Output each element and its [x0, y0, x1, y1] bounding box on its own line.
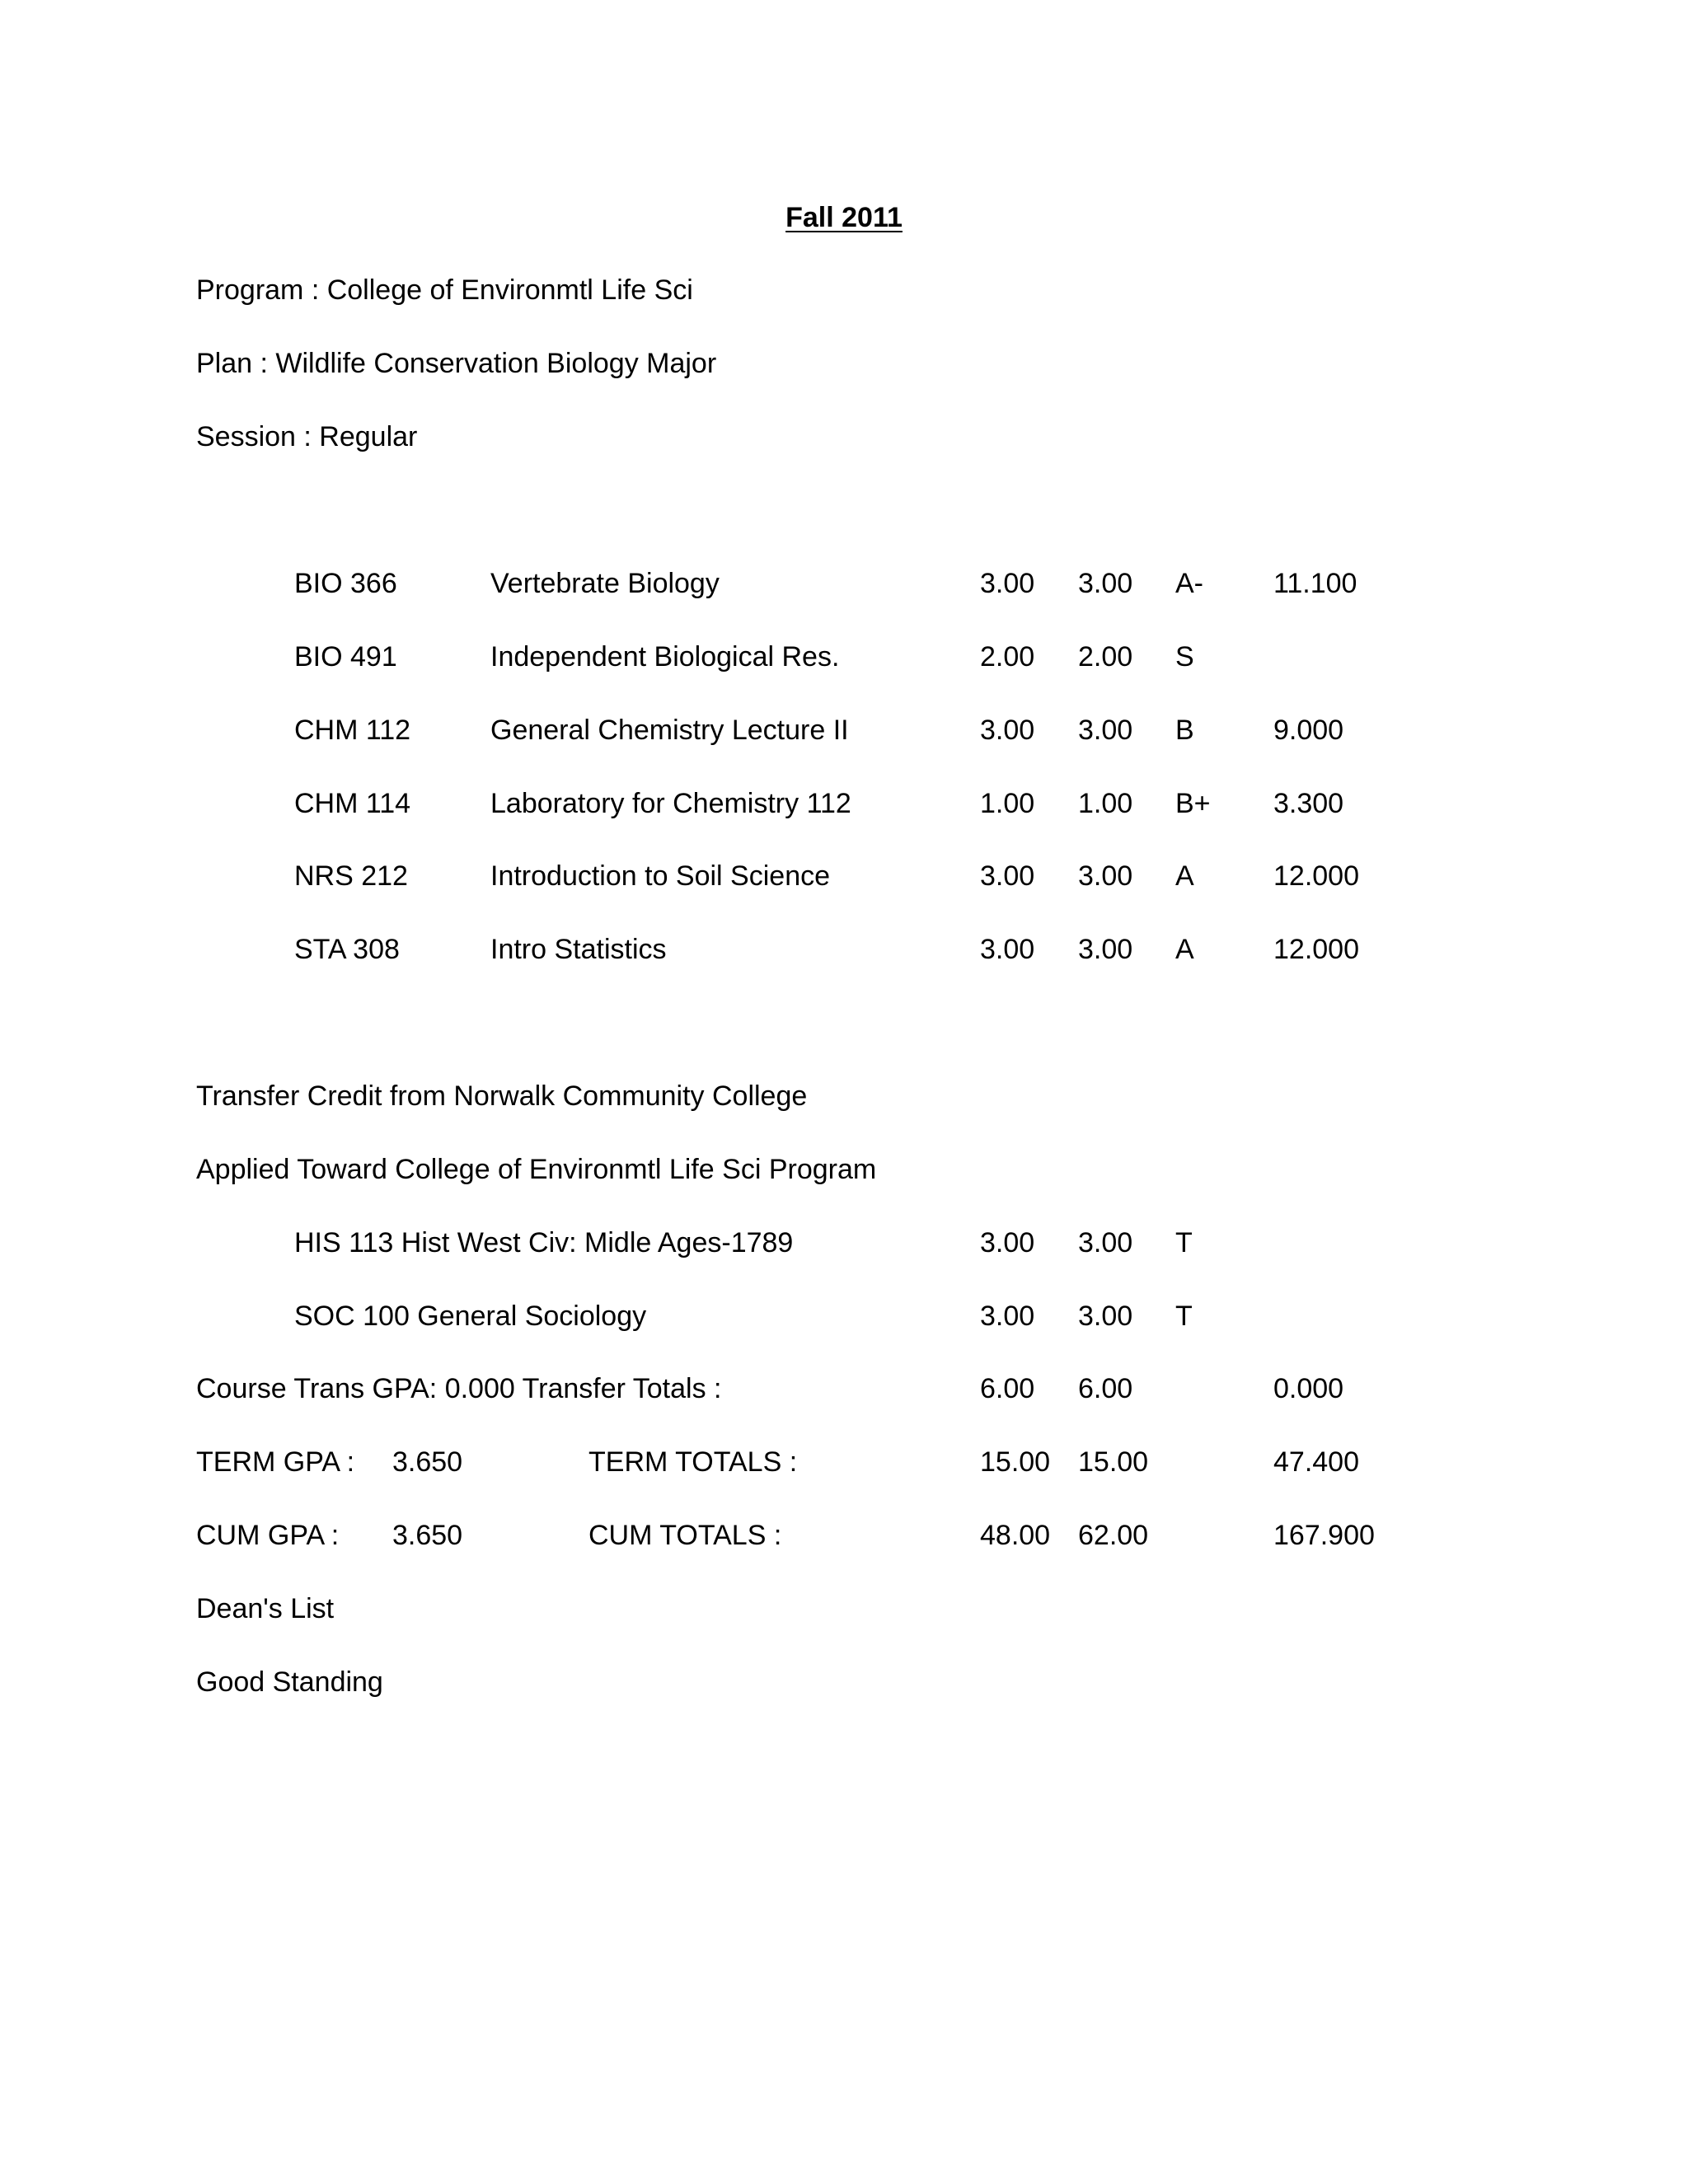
- honors-line: Dean's List: [196, 1593, 335, 1624]
- course-attempted: 3.00: [980, 934, 1035, 965]
- program-line: Program : College of Environmtl Life Sci: [196, 274, 693, 306]
- course-title: Laboratory for Chemistry 112: [490, 788, 851, 819]
- transfer-totals-points: 0.000: [1273, 1373, 1344, 1404]
- transfer-course-label: HIS 113 Hist West Civ: Midle Ages-1789: [294, 1227, 794, 1258]
- course-points: 9.000: [1273, 715, 1344, 746]
- course-grade: A: [1175, 934, 1194, 965]
- course-attempted: 3.00: [980, 860, 1035, 892]
- course-grade: B: [1175, 715, 1194, 746]
- course-attempted: 3.00: [980, 715, 1035, 746]
- transfer-course-label: SOC 100 General Sociology: [294, 1301, 647, 1332]
- course-points: 12.000: [1273, 934, 1359, 965]
- transfer-course-earned: 3.00: [1078, 1227, 1133, 1258]
- course-grade: A: [1175, 860, 1194, 892]
- course-attempted: 2.00: [980, 641, 1035, 673]
- course-code: CHM 112: [294, 715, 411, 746]
- cum-gpa-label: CUM GPA :: [196, 1520, 340, 1551]
- cum-totals-attempted: 48.00: [980, 1520, 1051, 1551]
- course-points: 3.300: [1273, 788, 1344, 819]
- course-points: 11.100: [1273, 568, 1357, 599]
- course-title: Vertebrate Biology: [490, 568, 720, 599]
- course-title: Intro Statistics: [490, 934, 667, 965]
- course-code: STA 308: [294, 934, 400, 965]
- course-attempted: 1.00: [980, 788, 1035, 819]
- course-grade: B+: [1175, 788, 1211, 819]
- transfer-totals-attempted: 6.00: [980, 1373, 1035, 1404]
- course-code: CHM 114: [294, 788, 411, 819]
- course-earned: 3.00: [1078, 715, 1133, 746]
- term-totals-points: 47.400: [1273, 1446, 1359, 1478]
- term-totals-attempted: 15.00: [980, 1446, 1051, 1478]
- cum-totals-points: 167.900: [1273, 1520, 1375, 1551]
- course-title: General Chemistry Lecture II: [490, 715, 849, 746]
- course-title: Independent Biological Res.: [490, 641, 840, 673]
- course-code: BIO 366: [294, 568, 397, 599]
- course-title: Introduction to Soil Science: [490, 860, 831, 892]
- transfer-totals-label: Course Trans GPA: 0.000 Transfer Totals :: [196, 1373, 722, 1404]
- transfer-course-earned: 3.00: [1078, 1301, 1133, 1332]
- transfer-totals-earned: 6.00: [1078, 1373, 1133, 1404]
- term-title: Fall 2011: [785, 202, 903, 233]
- term-gpa-label: TERM GPA :: [196, 1446, 355, 1478]
- transfer-course-attempted: 3.00: [980, 1227, 1035, 1258]
- transfer-course-grade: T: [1175, 1301, 1193, 1332]
- course-grade: A-: [1175, 568, 1203, 599]
- course-points: 12.000: [1273, 860, 1359, 892]
- transfer-heading: Transfer Credit from Norwalk Community College: [196, 1080, 808, 1112]
- transfer-applied: Applied Toward College of Environmtl Life Sci Program: [196, 1154, 877, 1185]
- course-attempted: 3.00: [980, 568, 1035, 599]
- course-earned: 2.00: [1078, 641, 1133, 673]
- plan-line: Plan : Wildlife Conservation Biology Major: [196, 348, 717, 379]
- term-totals-earned: 15.00: [1078, 1446, 1149, 1478]
- course-earned: 1.00: [1078, 788, 1133, 819]
- course-earned: 3.00: [1078, 568, 1133, 599]
- transfer-course-attempted: 3.00: [980, 1301, 1035, 1332]
- cum-totals-label: CUM TOTALS :: [588, 1520, 782, 1551]
- course-earned: 3.00: [1078, 934, 1133, 965]
- course-earned: 3.00: [1078, 860, 1133, 892]
- course-code: NRS 212: [294, 860, 408, 892]
- term-totals-label: TERM TOTALS :: [588, 1446, 798, 1478]
- transfer-course-grade: T: [1175, 1227, 1193, 1258]
- standing-line: Good Standing: [196, 1666, 383, 1698]
- course-grade: S: [1175, 641, 1194, 673]
- term-gpa-value: 3.650: [392, 1446, 463, 1478]
- cum-gpa-value: 3.650: [392, 1520, 463, 1551]
- session-line: Session : Regular: [196, 421, 418, 452]
- cum-totals-earned: 62.00: [1078, 1520, 1149, 1551]
- course-code: BIO 491: [294, 641, 397, 673]
